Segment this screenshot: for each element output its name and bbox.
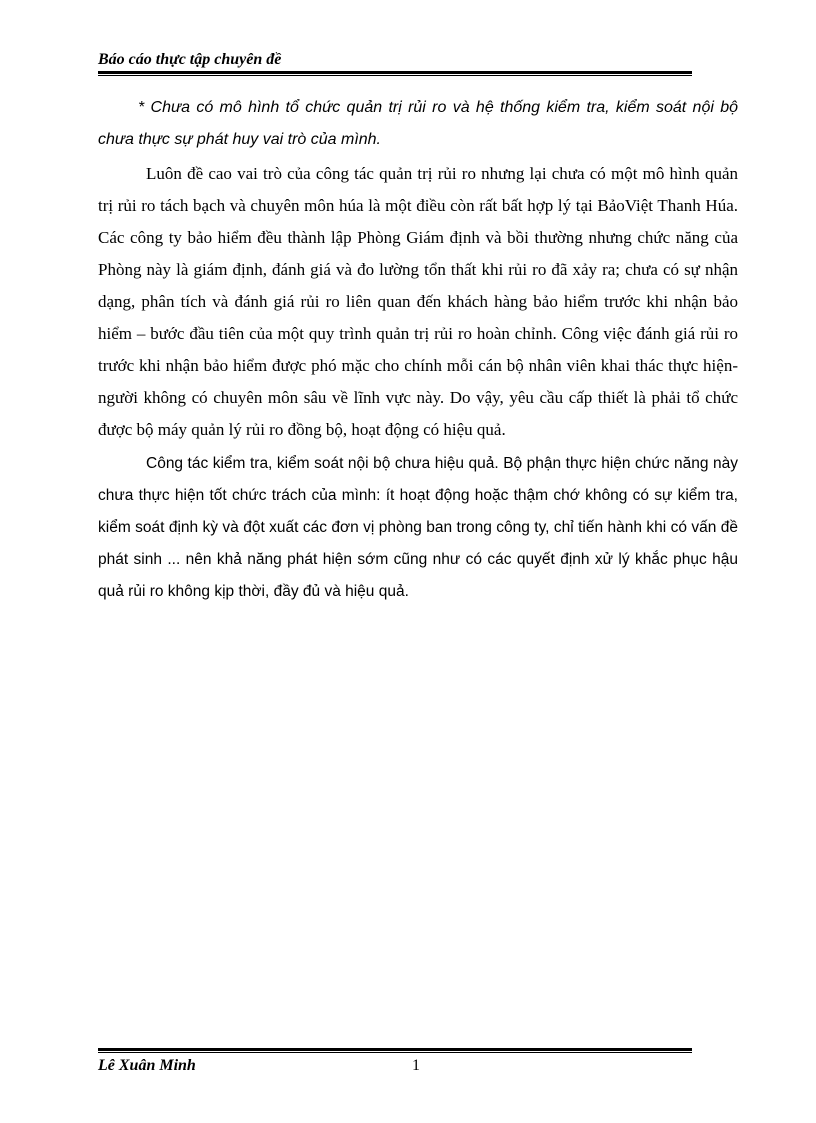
header-title: Báo cáo thực tập chuyên đề bbox=[98, 51, 282, 68]
footer-rule bbox=[98, 1048, 692, 1053]
page-header bbox=[98, 50, 692, 70]
footer-author: Lê Xuân Minh bbox=[98, 1057, 196, 1074]
document-body bbox=[98, 92, 738, 608]
page-footer bbox=[98, 1048, 692, 1078]
header-rule bbox=[98, 71, 692, 76]
body-paragraph-2: Công tác kiểm tra, kiểm soát nội bộ chưa hiệu quả. Bộ phận thực hiện chức năng này chưa thực hiện tốt chức trách của mình: ít hoạt động hoặc thậm chớ không có sự kiểm tra, kiểm soát định kỳ và đột xuất các đơn vị phòng ban trong công ty, chỉ tiến hành khi có vấn đề phát sinh ... nên khả năng phát hiện sớm cũng như có các quyết định xử lý khắc phục hậu quả rủi ro không kịp thời, đầy đủ và hiệu quả. bbox=[98, 455, 738, 600]
note-paragraph: * Chưa có mô hình tổ chức quản trị rủi ro và hệ thống kiểm tra, kiểm soát nội bộ chưa thực sự phát huy vai trò của mình. bbox=[98, 99, 738, 148]
body-paragraph-1: Luôn đề cao vai trò của công tác quản trị rủi ro nhưng lại chưa có một mô hình quản trị rủi ro tách bạch và chuyên môn húa là một điều còn rất bất hợp lý tại BảoViệt Thanh Húa. Các công ty bảo hiểm đều thành lập Phòng Giám định và bồi thường nhưng chức năng của Phòng này là giám định, đánh giá và đo lường tổn thất khi rủi ro đã xảy ra; chưa có sự nhận dạng, phân tích và đánh giá rủi ro liên quan đến khách hàng bảo hiểm trước khi nhận bảo hiểm – bước đầu tiên của một quy trình quản trị rủi ro hoàn chỉnh. Công việc đánh giá rủi ro trước khi nhận bảo hiểm được phó mặc cho chính mỗi cán bộ nhân viên khai thác thực hiện- người không có chuyên môn sâu về lĩnh vực này. Do vậy, yêu cầu cấp thiết là phải tổ chức được bộ máy quản lý rủi ro đồng bộ, hoạt động có hiệu quả. bbox=[98, 164, 738, 439]
page-number: 1 bbox=[412, 1057, 420, 1074]
